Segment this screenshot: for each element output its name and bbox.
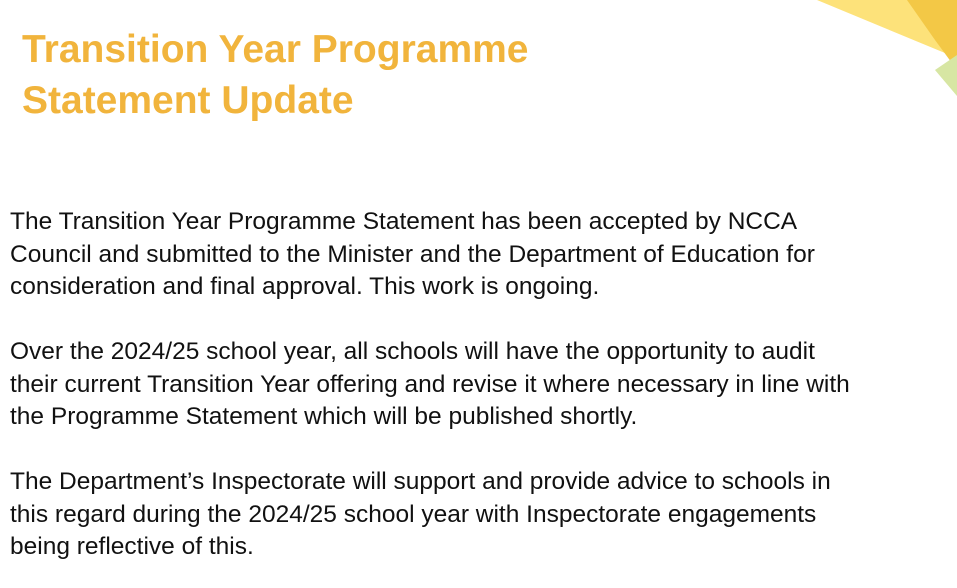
corner-shape-green xyxy=(935,55,957,96)
text-line: this regard during the 2024/25 school year with Inspectorate engagements xyxy=(10,500,817,528)
corner-decoration xyxy=(817,0,957,100)
page-title xyxy=(22,24,529,126)
text-line: being reflective of this. xyxy=(10,533,254,560)
text-line: The Department’s Inspectorate will support and provide advice to schools in xyxy=(10,468,831,495)
paragraph-ncca-acceptance xyxy=(10,206,950,304)
text-line: their current Transition Year offering and revise it where necessary in line with xyxy=(10,370,850,398)
text-line: Council and submitted to the Minister and the Department of Education for xyxy=(10,240,815,268)
text-line: The Transition Year Programme Statement has been accepted by NCCA xyxy=(10,208,798,235)
title-line: Transition Year Programme xyxy=(22,28,529,71)
text-line: Over the 2024/25 school year, all schools will have the opportunity to audit xyxy=(10,338,815,365)
paragraph-inspectorate-support xyxy=(10,466,950,564)
text-line: consideration and final approval. This work is ongoing. xyxy=(10,273,600,300)
text-line: the Programme Statement which will be published shortly. xyxy=(10,403,638,430)
paragraph-school-audit xyxy=(10,336,950,434)
body-text xyxy=(10,206,950,588)
title-line: Statement Update xyxy=(22,79,354,122)
